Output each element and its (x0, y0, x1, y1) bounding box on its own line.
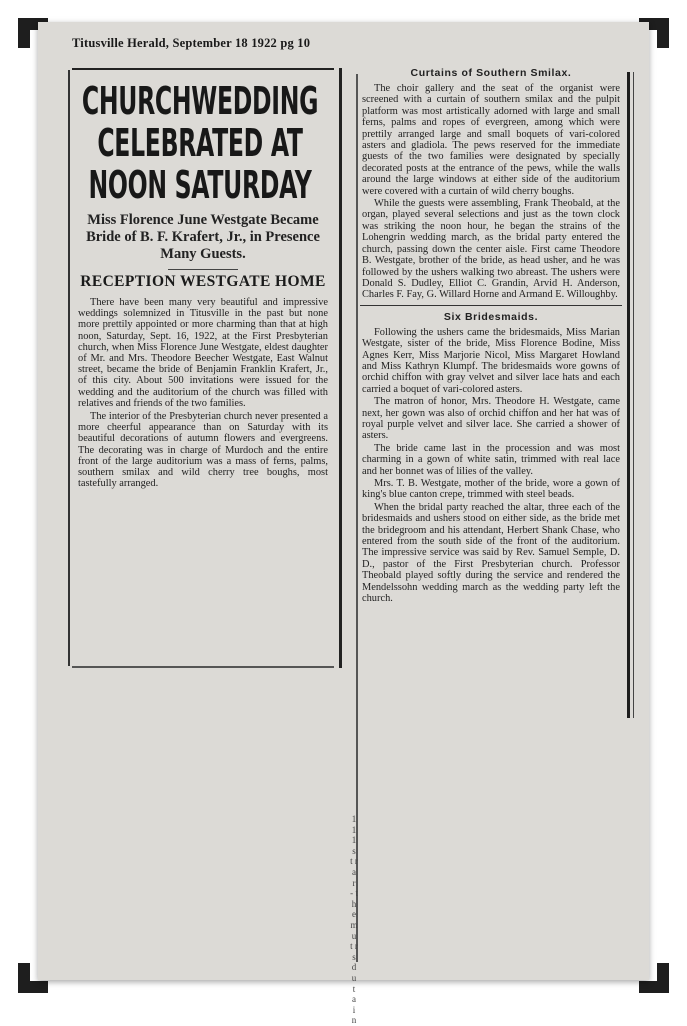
section-heading: RECEPTION WESTGATE HOME (80, 273, 326, 290)
headline-line: CELEBRATED AT (97, 121, 303, 165)
column-rule (627, 72, 630, 718)
headline (76, 80, 324, 206)
section-heading: Curtains of Southern Smilax. (410, 67, 572, 79)
article-paragraph: Following the ushers came the bridesmaids, Miss Marian Westgate, sister of the bride, Miss Florence Bodine, Miss Agnes Kerr, Miss Marjorie Nicol, Miss Margaret Howland and Miss Kathryn Klumpf. The bridesmaids wore gowns of orchid chiffon with gray velvet and silver lace hats and each carried a boquet of vari-colored asters. (362, 326, 620, 395)
column-rule (339, 68, 342, 668)
headline-line: NOON SATURDAY (88, 163, 312, 207)
divider (168, 269, 238, 270)
subheadline: Miss Florence June Westgate Became Bride of B. F. Krafert, Jr., in Presence Many Guests. (86, 212, 320, 262)
article-paragraph: While the guests were assembling, Frank Theobald, at the organ, played several selections and just as the town clock was striking the noon hour, he began the strains of the Lohengrin wedding march, as the bridal party entered the church, passing down the center aisle. First came Theodore B. Westgate, brother of the bride, as head usher, and he was followed by the ushers walking two abreast. The ushers were Donald S. Dudley, Elliot C. Grandin, Arvid H. Anderson, Charles F. Fay, G. Willard Horne and Armand E. Willoughby. (362, 198, 620, 301)
article-paragraph: There have been many very beautiful and impressive weddings solemnized in Titusville in the past but none more prettily appointed or more charming than that at high noon, Saturday, Sept. 16, 1922, at the First Presbyterian church, when Miss Florence June Westgate, eldest daughter of Mr. and Mrs. Theodore Beecher Westgate, East Walnut street, became the bride of Benjamin Franklin Krafert, Jr., of this city. About 500 invitations were issued for the wedding and the auditorium of the church was filled with relatives and friends of the two families. (78, 297, 328, 409)
source-line: Titusville Herald, September 18 1922 pg 10 (72, 36, 311, 50)
newspaper-clipping (38, 22, 649, 1026)
headline-line: CHURCHWEDDING (81, 79, 319, 123)
article-paragraph: The interior of the Presbyterian church never presented a more cheerful appearance than on Saturday with its beautiful decorations of autumn flowers and evergreens. The decorating was in charge of Murdoch and the entire front of the large auditorium was a mass of ferns, palms, southern smilax and wild cherry tree boughs, most tastefully arranged. (78, 411, 328, 490)
section-heading: Six Bridesmaids. (443, 310, 539, 323)
article-paragraph: Mrs. T. B. Westgate, mother of the bride, wore a gown of king's blue canton crepe, trimmed with steel beads. (362, 478, 620, 501)
column-rule (68, 70, 70, 666)
article-paragraph: When the bridal party reached the altar, three each of the bridesmaids and ushers stood on either side, as the bride met the bridegroom and his attendant, Herbert Shank Chase, who entered from the south side of the front of the auditorium. The impressive service was said by Rev. Samuel Semple, D. D., pastor of the First Presbyterian church. Professor Theobald played softly during the service and rendered the Mendelssohn wedding march as the wedding party left the church. (362, 501, 620, 605)
divider (360, 305, 622, 306)
left-column (72, 68, 334, 668)
article-paragraph: The matron of honor, Mrs. Theodore H. Westgate, came next, her gown was also of orchid chiffon and her hat was of royal purple velvet and silver lace. She carried a shower of asters. (362, 396, 620, 442)
article-paragraph: The bride came last in the procession and was most charming in a gown of white satin, trimmed with real lace and her bonnet was of lilies of the valley. (362, 442, 620, 477)
margin-letters: 1 1 1 s t r a r - t h e m u t r s d u t a i n (350, 814, 358, 1026)
article-paragraph: The choir gallery and the seat of the organist were screened with a curtain of southern smilax and the pulpit platform was most artistically adorned with large and small ferns, palms and ropes of evergreen, among which were prettily arranged large and small boquets of vari-colored asters and gladiola. The pews reserved for the immediate guests of the two families were designated by specially decorated posts at the entrance of the pews, while the walls around the large windows at either side of the auditorium were covered with a curtain of wild cherry boughs. (362, 83, 620, 197)
column-rule (633, 72, 635, 718)
right-column (350, 62, 622, 1026)
